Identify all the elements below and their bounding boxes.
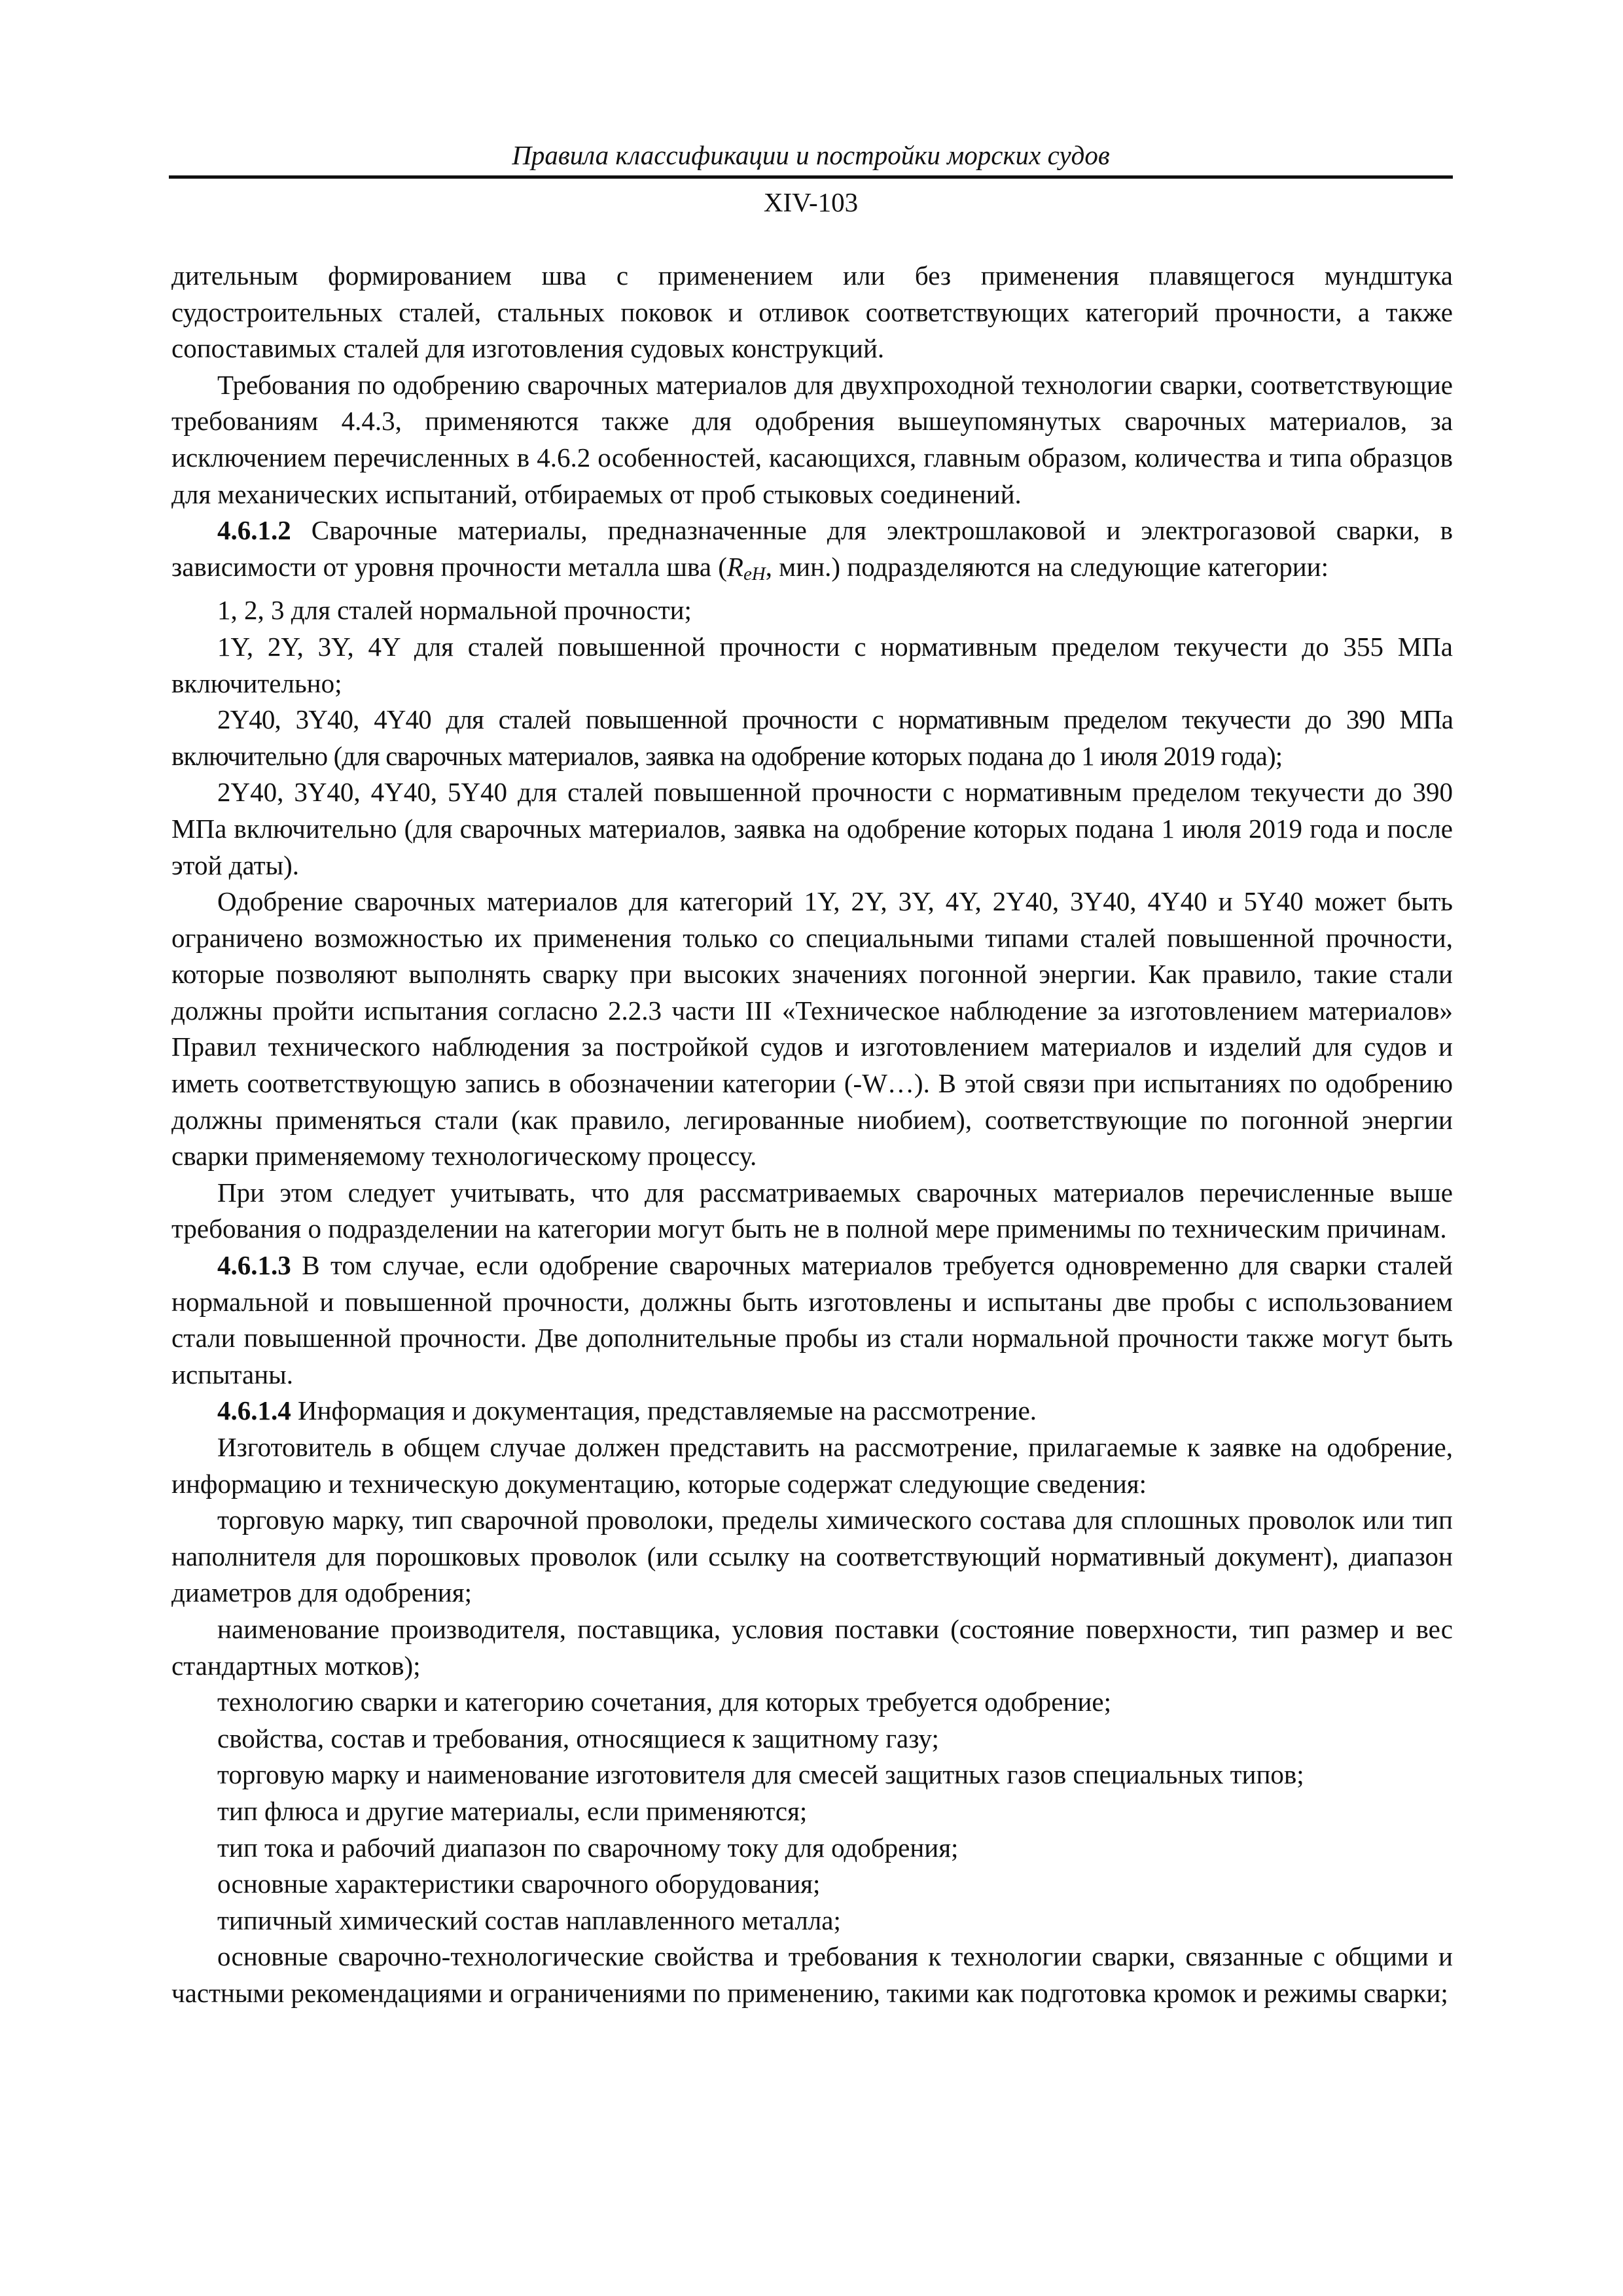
list-item: основные сварочно-технологические свойства и требования к технологии сварки, связанные с общими и частными рекомендациями и ограничениями по применению, такими как подготовка кромок и режимы сварки; xyxy=(171,1941,1453,2008)
paragraph-manufacturer-info: Изготовитель в общем случае должен представить на рассмотрение, прилагаемые к заявке на одобрение, информацию и техническую документацию, которые содержат следующие сведения: xyxy=(171,1432,1453,1499)
list-item: 2Y40, 3Y40, 4Y40 для сталей повышенной прочности с нормативным пределом текучести до 390 МПа включительно (для сварочных материалов, заявка на одобрение которых подана до 1 июля 2019 года); xyxy=(171,704,1453,771)
list-item: 1Y, 2Y, 3Y, 4Y для сталей повышенной прочности с нормативным пределом текучести до 355 МПа включительно; xyxy=(171,631,1453,698)
list-item: типичный химический состав наплавленного металла; xyxy=(217,1905,841,1935)
list-item: торговую марку и наименование изготовителя для смесей защитных газов специальных типов; xyxy=(217,1759,1304,1790)
clause-number: 4.6.1.3 xyxy=(217,1250,291,1281)
clause-number: 4.6.1.2 xyxy=(217,515,291,546)
paragraph-4-6-1-2 xyxy=(171,512,1453,592)
paragraph-text: Информация и документация, представляемые на рассмотрение. xyxy=(291,1395,1037,1426)
paragraph-continuation: дительным формированием шва с применением или без применения плавящегося мундштука судостроительных сталей, стальных поковок и отливок соответствующих категорий прочности, а также сопоставимых сталей для изготовления судовых конструкций. xyxy=(171,260,1453,364)
list-item: 1, 2, 3 для сталей нормальной прочности; xyxy=(217,595,692,626)
list-item: основные характеристики сварочного оборудования; xyxy=(217,1869,821,1899)
list-item: наименование производителя, поставщика, условия поставки (состояние поверхности, тип размер и вес стандартных мотков); xyxy=(171,1613,1453,1681)
header-rule xyxy=(169,175,1453,179)
paragraph-approval-limitation: Одобрение сварочных материалов для категорий 1Y, 2Y, 3Y, 4Y, 2Y40, 3Y40, 4Y40 и 5Y40 может быть ограничено возможностью их применения только со специальными типами сталей повышенной прочности, которые позволяют выполнять сварку при высоких значениях погонной энергии. Как правило, такие стали должны пройти испытания согласно 2.2.3 части III «Техническое наблюдение за изготовлением материалов» Правил технического наблюдения за постройкой судов и изготовлением материалов и изделий для судов и иметь соответствующую запись в обозначении категории (-W…). В этой связи при испытаниях по одобрению должны применяться стали (как правило, легированные ниобием), соответствующие по погонной энергии сварки применяемому технологическому процессу. xyxy=(171,886,1453,1172)
list-item: тип флюса и другие материалы, если применяются; xyxy=(217,1795,808,1826)
formula-subscript: eH xyxy=(743,563,766,584)
formula-symbol: R xyxy=(726,551,743,582)
list-item: торговую марку, тип сварочной проволоки, пределы химического состава для сплошных проволок или тип наполнителя для порошковых проволок (или ссылку на соответствующий нормативный документ), диапазон диаметров для одобрения; xyxy=(171,1505,1453,1608)
list-item: технологию сварки и категорию сочетания, для которых требуется одобрение; xyxy=(217,1687,1111,1717)
paragraph-4-6-1-4 xyxy=(171,1393,1453,1429)
paragraph-text: Сварочные материалы, предназначенные для электрошлаковой и электрогазовой сварки, в зависимости от уровня прочности металла шва ( xyxy=(171,515,1453,582)
list-item: 2Y40, 3Y40, 4Y40, 5Y40 для сталей повышенной прочности с нормативным пределом текучести до 390 МПа включительно (для сварочных материалов, заявка на одобрение которых подана 1 июля 2019 года и после этой даты). xyxy=(171,777,1453,880)
page-number: XIV-103 xyxy=(763,187,859,217)
paragraph-4-6-1-3 xyxy=(171,1247,1453,1393)
paragraph-category-note: При этом следует учитывать, что для рассматриваемых сварочных материалов перечисленные выше требования о подразделении на категории могут быть не в полной мере применимы по техническим причинам. xyxy=(171,1177,1453,1244)
list-item: тип тока и рабочий диапазон по сварочному току для одобрения; xyxy=(217,1832,959,1863)
clause-number: 4.6.1.4 xyxy=(217,1395,291,1426)
running-title: Правила классификации и постройки морских судов xyxy=(512,140,1110,170)
list-item: свойства, состав и требования, относящиеся к защитному газу; xyxy=(217,1723,939,1753)
body-text xyxy=(171,258,1453,2012)
paragraph-text: В том случае, если одобрение сварочных материалов требуется одновременно для сварки сталей нормальной и повышенной прочности, должны быть изготовлены и испытаны две пробы с использованием стали повышенной прочности. Две дополнительные пробы из стали нормальной прочности также могут быть испытаны. xyxy=(171,1250,1453,1390)
paragraph-text: , мин.) подразделяются на следующие категории: xyxy=(765,551,1329,582)
paragraph-two-pass-requirements: Требования по одобрению сварочных материалов для двухпроходной технологии сварки, соответствующие требованиям 4.4.3, применяются также для одобрения вышеупомянутых сварочных материалов, за исключением перечисленных в 4.6.2 особенностей, касающихся, главным образом, количества и типа образцов для механических испытаний, отбираемых от проб стыковых соединений. xyxy=(171,369,1453,509)
